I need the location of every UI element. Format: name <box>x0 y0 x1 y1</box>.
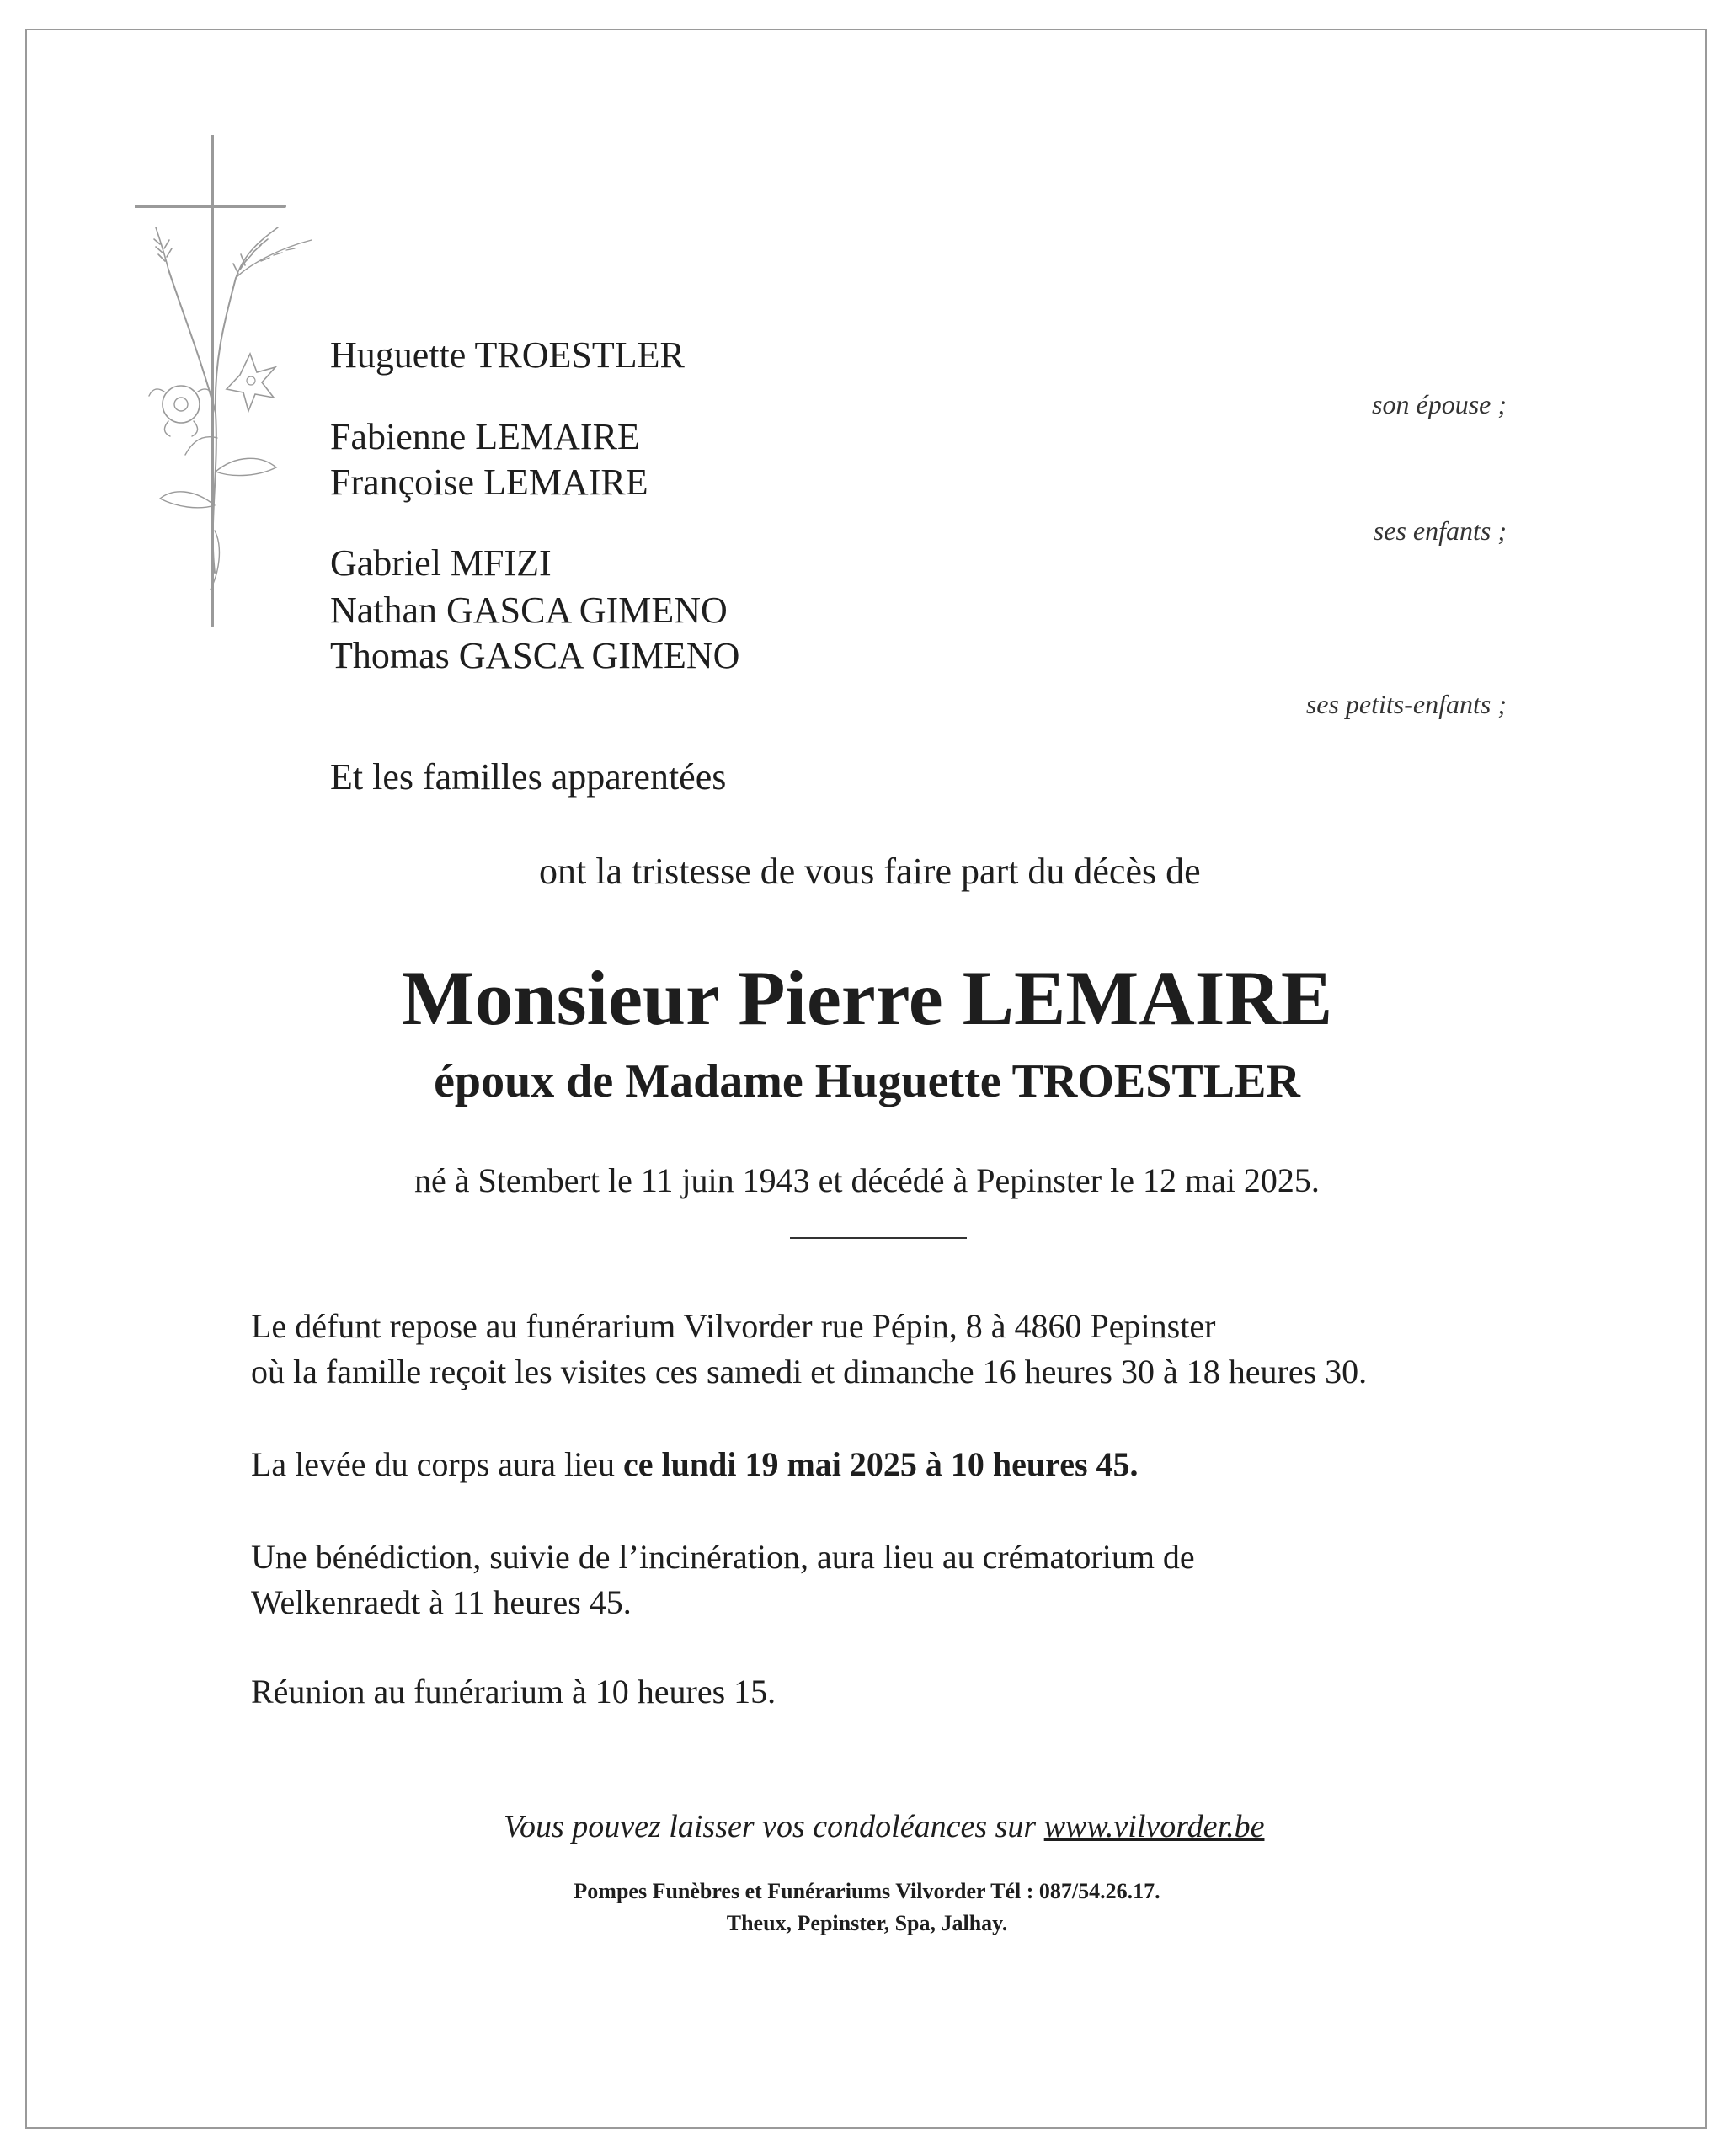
benediction-line-1: Une bénédiction, suivie de l’incinération, aura lieu au crématorium de <box>251 1538 1195 1576</box>
child-name: Françoise LEMAIRE <box>330 462 648 503</box>
spouse-relation: son épouse ; <box>1372 389 1507 419</box>
reunion-line: Réunion au funérarium à 10 heures 15. <box>251 1673 776 1710</box>
condolences-text: Vous pouvez laisser vos condoléances sur <box>504 1809 1044 1844</box>
footer-line-2: Theux, Pepinster, Spa, Jalhay. <box>726 1911 1008 1935</box>
levee-date: ce lundi 19 mai 2025 à 10 heures 45. <box>623 1445 1139 1483</box>
benediction-line-2: Welkenraedt à 11 heures 45. <box>251 1583 632 1621</box>
deceased-dates: né à Stembert le 11 juin 1943 et décédé à Pepinster le 12 mai 2025. <box>414 1161 1320 1199</box>
condolences-link[interactable]: www.vilvorder.be <box>1043 1809 1265 1844</box>
condolences-line <box>504 1806 1264 1848</box>
grandchild-name: Nathan GASCA GIMENO <box>330 590 728 631</box>
levee-prefix: La levée du corps aura lieu <box>251 1445 624 1483</box>
children-relation: ses enfants ; <box>1373 515 1507 546</box>
cross-with-wheat-and-flowers-icon <box>135 135 328 632</box>
repose-line-1: Le défunt repose au funérarium Vilvorder rue Pépin, 8 à 4860 Pepinster <box>251 1307 1216 1345</box>
grandchild-name: Thomas GASCA GIMENO <box>330 635 740 676</box>
families-line: Et les familles apparentées <box>330 756 727 798</box>
spouse-name: Huguette TROESTLER <box>330 334 685 376</box>
announcement-line: ont la tristesse de vous faire part du décès de <box>539 851 1201 892</box>
repose-line-2: où la famille reçoit les visites ces samedi et dimanche 16 heures 30 à 18 heures 30. <box>251 1353 1368 1390</box>
grandchild-name: Gabriel MFIZI <box>330 542 552 584</box>
footer-line-1: Pompes Funèbres et Funérariums Vilvorder Tél : 087/54.26.17. <box>574 1879 1160 1903</box>
levee-line <box>251 1442 1139 1487</box>
separator-line <box>790 1237 967 1239</box>
deceased-spouse-line: époux de Madame Huguette TROESTLER <box>434 1055 1300 1107</box>
deceased-name: Monsieur Pierre LEMAIRE <box>401 955 1333 1041</box>
child-name: Fabienne LEMAIRE <box>330 416 640 457</box>
grandchildren-relation: ses petits-enfants ; <box>1305 689 1507 719</box>
